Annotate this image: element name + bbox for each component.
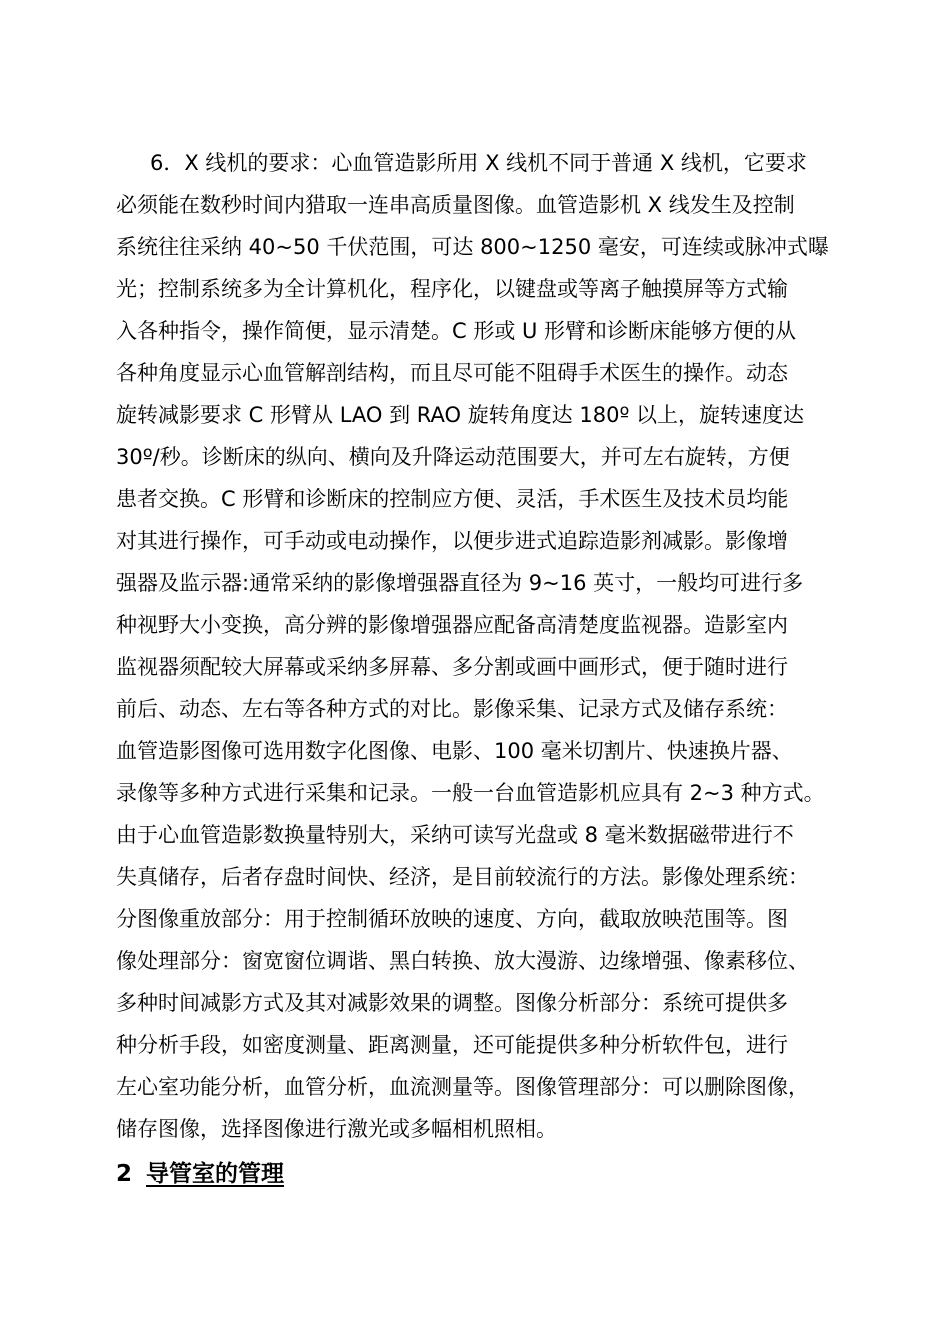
paragraph-line: 30º/秒。诊断床的纵向、横向及升降运动范围要大，并可左右旋转，方便 [116,445,790,469]
paragraph-line: 系统往往采纳 40~50 千伏范围，可达 800~1250 毫安，可连续或脉冲式曝 [116,235,829,259]
paragraph-line: 像处理部分：窗宽窗位调谐、黑白转换、放大漫游、边缘增强、像素移位、 [116,949,809,973]
paragraph-line: 患者交换。C 形臂和诊断床的控制应方便、灵活，手术医生及技术员均能 [116,487,789,511]
section-number: 2 [116,1161,133,1187]
paragraph-line: 种视野大小变换，高分辨的影像增强器应配备高清楚度监视器。造影室内 [116,613,788,637]
paragraph-line: 旋转减影要求 C 形臂从 LAO 到 RAO 旋转角度达 180º 以上，旋转速度达 [116,403,805,427]
paragraph-line: 各种角度显示心血管解剖结构，而且尽可能不阻碍手术医生的操作。动态 [116,361,788,385]
paragraph-line: 6．X 线机的要求：心血管造影所用 X 线机不同于普通 X 线机，它要求 [150,151,807,175]
paragraph-line: 储存图像，选择图像进行激光或多幅相机照相。 [116,1117,557,1141]
paragraph-line: 失真储存，后者存盘时间快、经济，是目前较流行的方法。影像处理系统： [116,865,809,889]
paragraph-line: 种分析手段，如密度测量、距离测量，还可能提供多种分析软件包，进行 [116,1033,788,1057]
paragraph-line: 前后、动态、左右等各种方式的对比。影像采集、记录方式及储存系统： [116,697,788,721]
paragraph-line: 分图像重放部分：用于控制循环放映的速度、方向，截取放映范围等。图 [116,907,788,931]
paragraph-line: 多种时间减影方式及其对减影效果的调整。图像分析部分：系统可提供多 [116,991,788,1015]
paragraph-line: 左心室功能分析，血管分析，血流测量等。图像管理部分：可以删除图像， [116,1075,809,1099]
paragraph-line: 必须能在数秒时间内猎取一连串高质量图像。血管造影机 X 线发生及控制 [116,193,795,217]
paragraph-line: 监视器须配较大屏幕或采纳多屏幕、多分割或画中画形式，便于随时进行 [116,655,788,679]
paragraph-line: 强器及监示器:通常采纳的影像增强器直径为 9~16 英寸，一般均可进行多 [116,571,804,595]
paragraph-line: 录像等多种方式进行采集和记录。一般一台血管造影机应具有 2~3 种方式。 [116,781,825,805]
paragraph-line: 对其进行操作，可手动或电动操作，以便步进式追踪造影剂减影。影像增 [116,529,788,553]
paragraph-line: 由于心血管造影数换量特别大，采纳可读写光盘或 8 毫米数据磁带进行不 [116,823,794,847]
section-title: 导管室的管理 [146,1161,285,1187]
paragraph-line: 入各种指令，操作简便，显示清楚。C 形或 U 形臂和诊断床能够方便的从 [116,319,797,343]
paragraph-line: 光；控制系统多为全计算机化，程序化，以键盘或等离子触摸屏等方式输 [116,277,788,301]
section-heading [116,1154,284,1194]
body-paragraph [116,142,852,1150]
paragraph-line: 血管造影图像可选用数字化图像、电影、100 毫米切割片、快速换片器、 [116,739,793,763]
